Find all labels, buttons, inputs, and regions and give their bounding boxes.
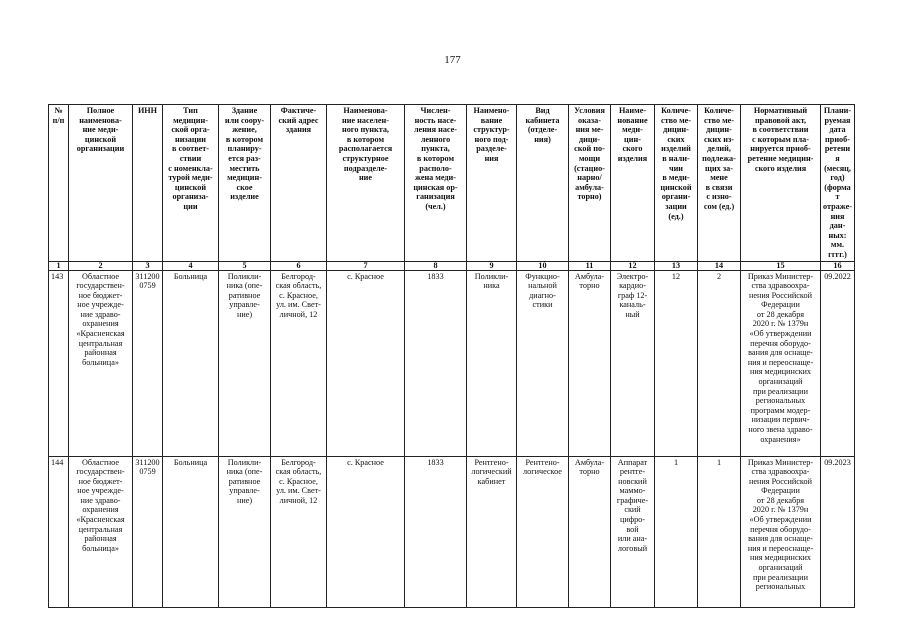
- table-cell: [327, 456, 405, 607]
- table-cell: [133, 270, 163, 456]
- cell-text: Поликли- ника: [474, 271, 509, 291]
- equipment-table: [48, 104, 855, 608]
- cell-text: Больница: [173, 271, 208, 281]
- cell-text: 09.2023: [824, 457, 851, 467]
- column-number: 6: [271, 261, 327, 270]
- column-header-label: Наименова- ние населен- ного пункта, в котором располагается структурное подразделе- ние: [338, 106, 393, 183]
- page-number: 177: [444, 54, 461, 66]
- column-header-label: Наиме- нование меди- цин- ского изделия: [617, 106, 648, 163]
- table-cell: [611, 456, 655, 607]
- cell-text: 143: [51, 271, 64, 281]
- table-cell: [405, 456, 467, 607]
- column-header: [49, 105, 69, 262]
- table-cell: [327, 270, 405, 456]
- table-cell: [611, 270, 655, 456]
- table-cell: [405, 270, 467, 456]
- cell-text: 12: [671, 271, 681, 281]
- column-header: [655, 105, 698, 262]
- column-header: [517, 105, 569, 262]
- cell-text: Белгород- ская область, с. Красное, ул. им. Свет- личной, 12: [275, 271, 322, 319]
- column-header: [467, 105, 517, 262]
- table-cell: [163, 270, 219, 456]
- column-header: [219, 105, 271, 262]
- cell-text: Поликли- ника (опе- ративное управле- ние): [226, 271, 263, 319]
- column-header: [698, 105, 741, 262]
- column-header: [133, 105, 163, 262]
- table-cell: [271, 456, 327, 607]
- column-header-label: Плани- руемая дата приоб- ретения (месяц, год) (формат отраже- ния дан- ных: мм. гггг.): [823, 106, 852, 259]
- column-number: 10: [517, 261, 569, 270]
- cell-text: Поликли- ника (опе- ративное управле- ние): [226, 457, 263, 505]
- cell-text: 1: [673, 457, 679, 467]
- table-cell: [133, 456, 163, 607]
- column-header: [611, 105, 655, 262]
- table-cell: [698, 270, 741, 456]
- table-cell: [49, 270, 69, 456]
- cell-text: 1833: [427, 457, 444, 467]
- table-cell: [517, 456, 569, 607]
- cell-text: Рентгено- логический кабинет: [471, 457, 512, 486]
- column-number: 13: [655, 261, 698, 270]
- column-header: [821, 105, 855, 262]
- column-header: [405, 105, 467, 262]
- table-cell: [741, 270, 821, 456]
- table-cell: [271, 270, 327, 456]
- cell-text: Амбула- торно: [574, 271, 605, 291]
- table-cell: [698, 456, 741, 607]
- column-number: 15: [741, 261, 821, 270]
- cell-text: Электро- кардио- граф 12- каналь- ный: [616, 271, 649, 319]
- column-header-label: № п/п: [52, 106, 65, 125]
- column-number: 7: [327, 261, 405, 270]
- table-cell: [49, 456, 69, 607]
- table-cell: [69, 456, 133, 607]
- cell-text: 144: [51, 457, 64, 467]
- column-header: [271, 105, 327, 262]
- column-number: 2: [69, 261, 133, 270]
- table-cell: [569, 456, 611, 607]
- table-cell: [163, 456, 219, 607]
- column-header: [69, 105, 133, 262]
- table-cell: [655, 270, 698, 456]
- column-number: 14: [698, 261, 741, 270]
- column-header-label: Числен- ность насе- ления насе- ленного пункта, в котором располо- жена меди- цинская ор- ганизация (чел.): [413, 106, 458, 211]
- cell-text: Рентгено- логическое: [523, 457, 562, 477]
- cell-text: 09.2022: [824, 271, 851, 281]
- column-header: [741, 105, 821, 262]
- cell-text: с. Красное: [347, 271, 384, 281]
- column-header-label: Тип медицин- ской орга- низации в соответ- ствии с номенкла- турой меди- цинской организа- ции: [168, 106, 213, 211]
- cell-text: с. Красное: [347, 457, 384, 467]
- table-cell: [821, 456, 855, 607]
- column-number: 5: [219, 261, 271, 270]
- column-header-label: Вид кабинета (отделе- ния): [525, 106, 560, 144]
- table-row: [49, 456, 855, 607]
- column-number: 9: [467, 261, 517, 270]
- column-header-label: Условия оказа- ния ме- дици- ской по- мощи (стацио- нарно/ амбула- торно): [574, 106, 605, 202]
- column-header-label: Фактиче- ский адрес здания: [278, 106, 319, 135]
- cell-text: Функцио- нальной диагно- стики: [525, 271, 560, 310]
- column-number: 1: [49, 261, 69, 270]
- cell-text: Областное государствен- ное бюджет- ное учрежде- ние здраво- охранения «Красненская центральная районная больница»: [76, 271, 125, 367]
- column-header-label: Нормативный правовой акт, в соответствии с которым пла- нируется приоб- ретение медицин- ского изделия: [747, 106, 814, 173]
- cell-text: Аппарат рентге- новский маммо- графиче- ский цифро- вой или ана- логовый: [616, 457, 649, 553]
- column-header-label: ИНН: [137, 106, 158, 115]
- table-cell: [219, 270, 271, 456]
- column-number: 16: [821, 261, 855, 270]
- table-cell: [655, 456, 698, 607]
- cell-text: Амбула- торно: [574, 457, 605, 477]
- column-number: 3: [133, 261, 163, 270]
- table-cell: [69, 270, 133, 456]
- cell-text: Областное государствен- ное бюджет- ное учрежде- ние здраво- охранения «Красненская центральная районная больница»: [76, 457, 125, 553]
- table-cell: [741, 456, 821, 607]
- cell-text: Приказ Министер- ства здравоохра- нения Российской Федерации от 28 декабря 2020 г. № 1379н «Об утверждении перечня оборудо- вания для оснаще- ния и переоснаще- ния медицинских организаций при реализации региональных программ модер- низации первич- ного звена здраво- охранения»: [747, 271, 814, 444]
- column-header-label: Количе- ство ме- дицин- ских изделий в нали- чии в меди- цинской органи- зации (ед.): [660, 106, 692, 221]
- column-number: 12: [611, 261, 655, 270]
- cell-text: Больница: [173, 457, 208, 467]
- column-header: [163, 105, 219, 262]
- cell-text: Приказ Министер- ства здравоохра- нения Российской Федерации от 28 декабря 2020 г. № 1379н «Об утверждении перечня оборудо- вания для оснаще- ния и переоснаще- ния медицинских организаций при реализации региональных: [747, 457, 814, 592]
- column-header-label: Количе- ство ме- дицин- ских из- делий, подлежа- щих за- мене в связи с изно- сом (ед.): [702, 106, 736, 211]
- column-header: [569, 105, 611, 262]
- header-row: [49, 105, 855, 262]
- table-cell: [517, 270, 569, 456]
- column-number: 8: [405, 261, 467, 270]
- cell-text: Белгород- ская область, с. Красное, ул. им. Свет- личной, 12: [275, 457, 322, 505]
- column-header-label: Здание или соору- жение, в котором планиру- ется раз- местить медицин- ское изделие: [224, 106, 265, 202]
- column-number: 11: [569, 261, 611, 270]
- column-number-row: [49, 261, 855, 270]
- table-cell: [467, 456, 517, 607]
- table-cell: [821, 270, 855, 456]
- cell-text: 1833: [427, 271, 444, 281]
- table-cell: [219, 456, 271, 607]
- table-cell: [569, 270, 611, 456]
- cell-text: 311200 0759: [135, 457, 160, 477]
- column-header: [327, 105, 405, 262]
- table-row: [49, 270, 855, 456]
- column-header-label: Наимено- вание структур- ного под- разделе- ния: [473, 106, 510, 163]
- cell-text: 311200 0759: [135, 271, 160, 291]
- cell-text: 2: [716, 271, 722, 281]
- column-header-label: Полное наименова- ние меди- цинской организации: [76, 106, 125, 154]
- table-cell: [467, 270, 517, 456]
- cell-text: 1: [716, 457, 722, 467]
- column-number: 4: [163, 261, 219, 270]
